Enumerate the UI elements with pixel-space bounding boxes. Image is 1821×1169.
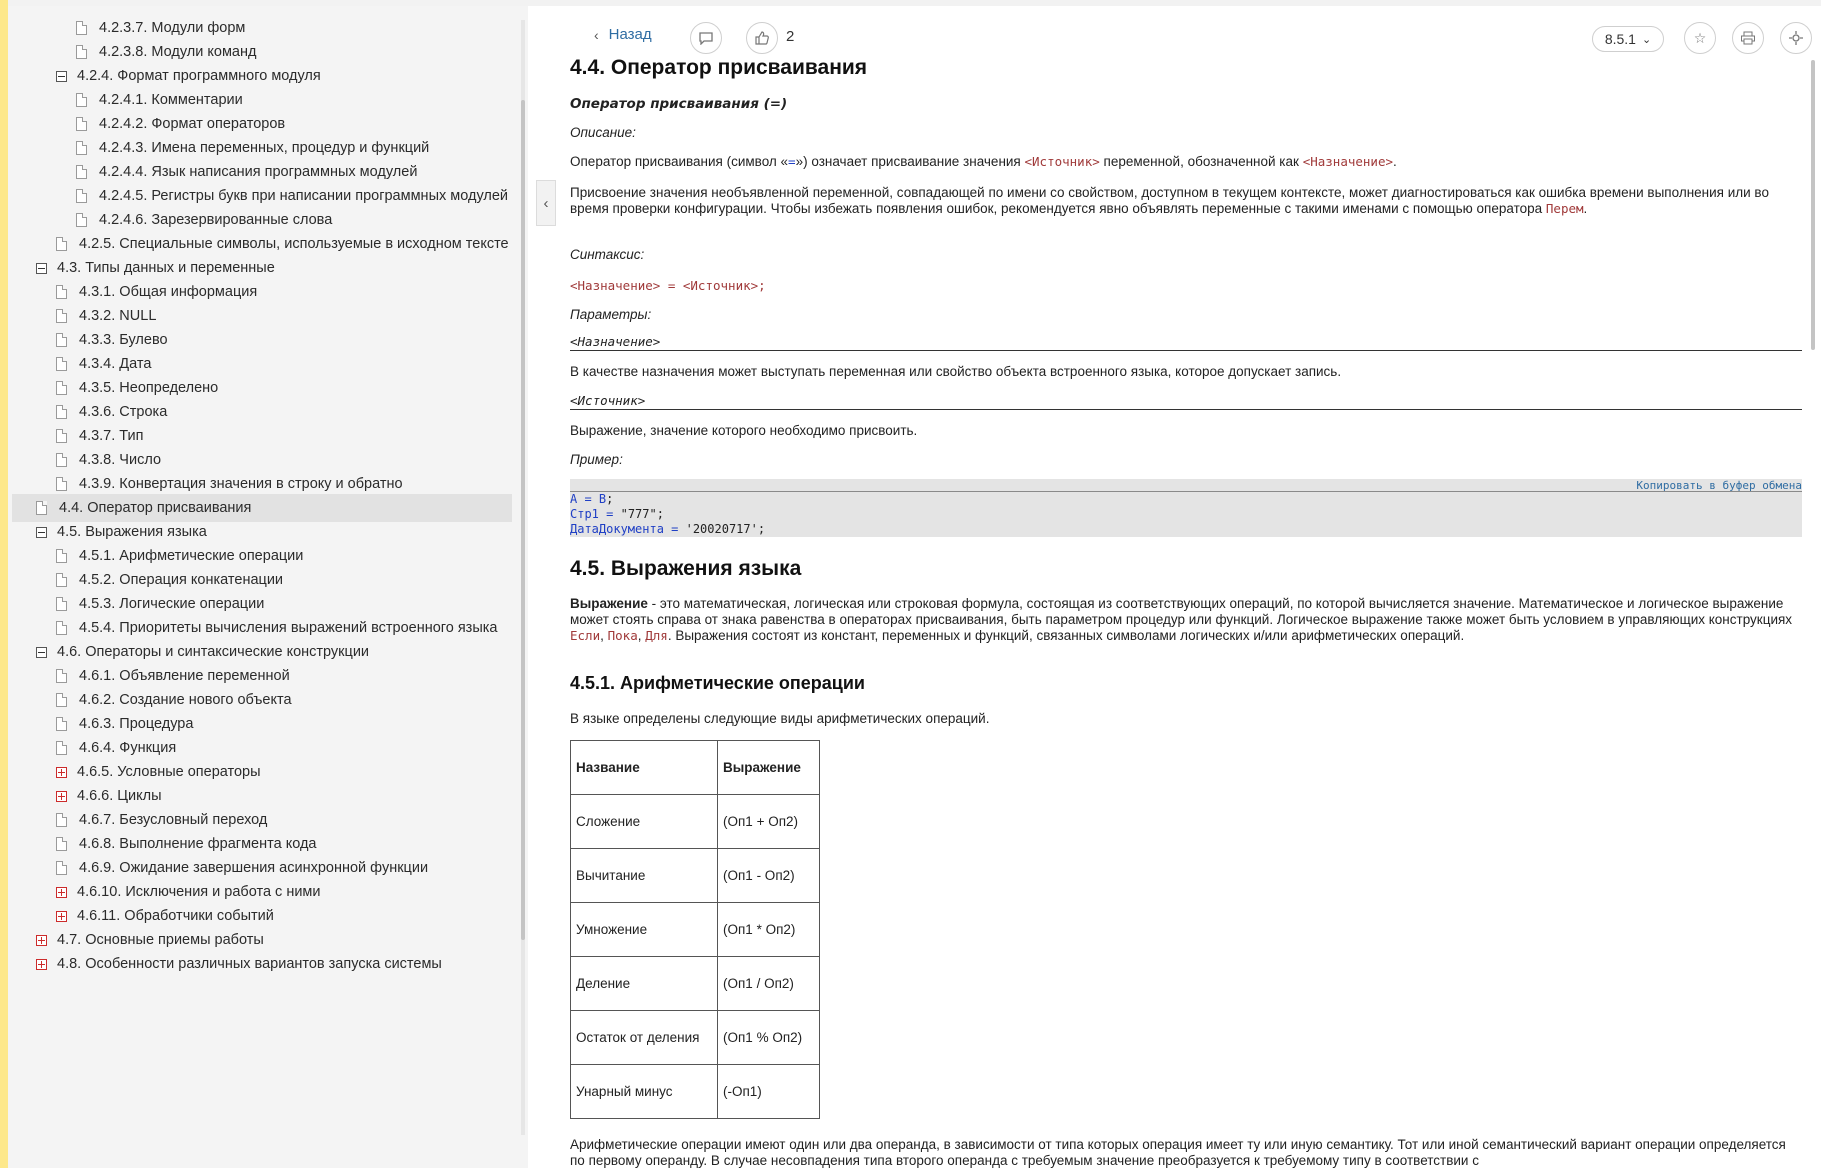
table-cell: (Оп1 / Оп2) [718,957,820,1011]
tree-item-label: 4.3.7. Тип [79,428,144,444]
tree-item-label: 4.6.9. Ожидание завершения асинхронной функции [79,860,429,876]
print-button[interactable] [1732,22,1764,54]
document-icon [56,237,67,251]
arithmetic-ops-table [570,740,820,1119]
settings-button[interactable] [1780,22,1812,54]
collapse-toggle-icon[interactable] [36,263,47,274]
document-icon [56,309,67,323]
document-icon [56,549,67,563]
code-val: "777" [620,507,657,521]
code-op: = [663,522,686,536]
toolbar [562,6,1821,50]
tree-item-label: 4.3.2. NULL [79,308,157,324]
code-var: Стр1 [570,507,599,521]
tree-item-label: 4.8. Особенности различных вариантов запуска системы [57,956,442,972]
code-end: ; [656,507,664,521]
params-label: Параметры: [570,307,652,322]
document-icon [76,45,87,59]
tree-item-label: 4.6.8. Выполнение фрагмента кода [79,836,317,852]
tree-item-label: 4.2.5. Специальные символы, используемые в исходном тексте [79,236,509,252]
document-icon [56,285,67,299]
document-icon [56,357,67,371]
tree-item-label: 4.6. Операторы и синтаксические конструкции [57,644,370,660]
section-4-5-paragraph [570,596,1802,644]
tree-item-label: 4.5. Выражения языка [57,524,207,540]
content-scrollbar-thumb[interactable] [1811,60,1815,350]
desc2-code-perem: Перем [1545,201,1584,216]
term-expression: Выражение [570,596,648,611]
desc2-end: . [1583,201,1588,216]
param-source-desc: Выражение, значение которого необходимо присвоить. [570,423,918,438]
comment-button[interactable] [690,22,722,54]
tree-item-label: 4.2.4.5. Регистры букв при написании программных модулей [99,188,508,204]
tree-item-label: 4.3.1. Общая информация [79,284,258,300]
document-icon [56,477,67,491]
tree-item-label: 4.3.8. Число [79,452,162,468]
desc2-text: Присвоение значения необъявленной переменной, совпадающей по имени со свойством, доступном в текущем контексте, может диагностироваться как ошибка времени выполнения или во время проверки конфигурации. Чтобы избежать появления ошибок, рекомендуется явно объявлять переменные с такими именами с помощью оператора [570,185,1769,216]
document-icon [56,861,67,875]
description-paragraph-2 [570,185,1802,217]
expand-toggle-icon[interactable] [36,935,47,946]
favorite-button[interactable] [1684,22,1716,54]
sidebar-tree [8,6,528,1168]
tree-item-label: 4.6.7. Безусловный переход [79,812,268,828]
table-cell: (Оп1 * Оп2) [718,903,820,957]
collapse-toggle-icon[interactable] [56,71,67,82]
document-icon [56,453,67,467]
expand-toggle-icon[interactable] [56,767,67,778]
code-example-block [570,479,1802,537]
collapse-toggle-icon[interactable] [36,527,47,538]
tree-item-label: 4.3.3. Булево [79,332,168,348]
document-icon [56,717,67,731]
section-4-5-1-footer-paragraph: Арифметические операции имеют один или два операнда, в зависимости от типа которых операция имеет ту или иную семантику. Тот или иной семантический вариант операции определяется по первому операнду. В случае несовпадения типа второго операнда с требуемым значение преобразуется к требуемому типу в соответствии с [570,1137,1786,1168]
document-icon [56,573,67,587]
document-icon [76,213,87,227]
keyword-while[interactable]: Пока [607,628,638,643]
tree-item-label: 4.6.4. Функция [79,740,177,756]
chevron-down-icon: ⌄ [1641,33,1652,46]
document-icon [56,429,67,443]
tree-item-label: 4.2.4.4. Язык написания программных модулей [99,164,418,180]
desc1-code-source: <Источник> [1024,154,1100,169]
tree-item-label: 4.7. Основные приемы работы [57,932,264,948]
favorite-star-icon: ☆ [1693,29,1707,46]
document-icon [56,837,67,851]
tree-item-label: 4.5.3. Логические операции [79,596,265,612]
desc1-end: . [1393,154,1397,169]
document-icon [76,21,87,35]
tree-item-label: 4.5.4. Приоритеты вычисления выражений встроенного языка [79,620,498,636]
table-cell: (Оп1 + Оп2) [718,795,820,849]
desc1-mid1: ») означает присваивание значения [795,154,1025,169]
section-4-5-1-intro: В языке определены следующие виды арифметических операций. [570,711,990,726]
copy-to-clipboard-link[interactable] [570,479,1802,492]
chevron-left-icon: ‹ [594,26,599,43]
syntax-code: <Назначение> = <Источник>; [570,278,766,293]
keyword-for[interactable]: Для [645,628,668,643]
settings-icon [1788,30,1804,46]
document-icon [56,669,67,683]
table-cell: Вычитание [571,849,718,903]
code-end: ; [757,522,766,536]
article-subtitle: Оператор присваивания (=) [570,96,788,112]
keyword-if[interactable]: Если [570,628,601,643]
assign-symbol: = [788,154,796,169]
code-var: ДатаДокумента [570,522,664,536]
table-row [571,1011,820,1065]
tree-item-label: 4.2.4.3. Имена переменных, процедур и функций [99,140,430,156]
sep: , [600,628,608,643]
tree-item-label: 4.3.9. Конвертация значения в строку и обратно [79,476,403,492]
code-line [570,507,1802,522]
document-icon [76,117,87,131]
document-icon [56,597,67,611]
param-source-name: <Источник> [570,393,1802,410]
tree-item-label: 4.3.4. Дата [79,356,152,372]
back-label: Назад [608,26,652,43]
tree-item-label: 4.6.11. Обработчики событий [77,908,274,924]
tree-item-label: 4.6.1. Объявление переменной [79,668,290,684]
document-icon [56,333,67,347]
tree-item-label: 4.3.6. Строка [79,404,168,420]
left-accent-strip [0,0,8,1168]
tree-item[interactable] [12,950,512,978]
table-cell: Умножение [571,903,718,957]
param-target-desc: В качестве назначения может выступать переменная или свойство объекта встроенного языка, которое допускает запись. [570,364,1342,379]
tree-item-label: 4.5.2. Операция конкатенации [79,572,284,588]
tree-item-label: 4.2.4.2. Формат операторов [99,116,286,132]
code-val: В [598,492,607,506]
document-icon [76,189,87,203]
document-icon [56,741,67,755]
param-target-name: <Назначение> [570,334,1802,351]
code-var: А [570,492,578,506]
comment-icon [698,31,714,45]
code-line [570,522,1802,537]
table-cell: (Оп1 % Оп2) [718,1011,820,1065]
document-icon [56,693,67,707]
table-cell: (-Оп1) [718,1065,820,1119]
description-paragraph-1 [570,154,1802,170]
sidebar-scrollbar-thumb[interactable] [521,100,525,940]
back-link[interactable] [594,26,652,43]
code-line [570,492,1802,507]
document-icon [56,813,67,827]
tree-item-label: 4.2.4. Формат программного модуля [77,68,321,84]
document-icon [56,405,67,419]
document-icon [56,621,67,635]
code-op: = [577,492,599,506]
section45-text1: - это математическая, логическая или строковая формула, состоящая из соответствующих операций, по которой вычисляется значение. Математическое и логическое выражение может стоять справа от знака равенства в операторах присваивания, быть параметром процедур или функций. Логическое выражение также может быть условием в управляющих конструкциях [570,596,1793,627]
table-cell: (Оп1 - Оп2) [718,849,820,903]
chevron-left-icon: ‹ [543,194,549,212]
tree-item-label: 4.6.6. Циклы [77,788,162,804]
table-header-row [571,741,820,795]
sidebar-collapse-button[interactable] [536,180,556,226]
version-label: 8.5.1 [1604,31,1636,47]
tree-item-label: 4.6.2. Создание нового объекта [79,692,292,708]
section-title-4-5-1: 4.5.1. Арифметические операции [570,673,865,693]
desc1-mid2: переменной, обозначенной как [1099,154,1303,169]
page-title: 4.4. Оператор присваивания [570,56,868,79]
tree-item-label: 4.6.3. Процедура [79,716,194,732]
tree-item-label: 4.6.5. Условные операторы [77,764,261,780]
version-select[interactable] [1592,26,1664,52]
table-row [571,903,820,957]
tree-item-label: 4.2.4.6. Зарезервированные слова [99,212,333,228]
document-icon [56,381,67,395]
table-row [571,849,820,903]
syntax-label: Синтаксис: [570,247,645,262]
print-icon [1740,31,1756,45]
description-label: Описание: [570,125,636,140]
likes-count: 2 [786,28,795,45]
expand-toggle-icon[interactable] [56,791,67,802]
expand-toggle-icon[interactable] [56,887,67,898]
table-header-cell: Выражение [718,741,820,795]
copy-label: Копировать в буфер обмена [1636,479,1802,492]
code-op: = [598,507,621,521]
table-cell: Деление [571,957,718,1011]
section45-text2: . Выражения состоят из констант, переменных и функций, связанных символами логических и/или арифметических операций. [667,628,1465,643]
tree-item-label: 4.2.3.7. Модули форм [99,20,246,36]
document-icon [76,93,87,107]
table-row [571,1065,820,1119]
desc1-before: Оператор присваивания (символ « [570,154,789,169]
like-button[interactable] [746,22,778,54]
table-cell: Сложение [571,795,718,849]
expand-toggle-icon[interactable] [36,959,47,970]
collapse-toggle-icon[interactable] [36,647,47,658]
desc1-code-target: <Назначение> [1302,154,1393,169]
table-cell: Унарный минус [571,1065,718,1119]
tree-item-label: 4.3. Типы данных и переменные [57,260,275,276]
code-end: ; [606,492,614,506]
tree-item-label: 4.2.4.1. Комментарии [99,92,243,108]
document-icon [36,501,47,515]
tree-item-label: 4.5.1. Арифметические операции [79,548,304,564]
sep: , [637,628,646,643]
like-icon [754,30,770,46]
document-icon [76,165,87,179]
tree-item-label: 4.4. Оператор присваивания [59,500,252,516]
table-row [571,957,820,1011]
table-header-cell: Название [571,741,718,795]
table-row [571,795,820,849]
expand-toggle-icon[interactable] [56,911,67,922]
section-title-4-5: 4.5. Выражения языка [570,557,802,580]
tree-item-label: 4.6.10. Исключения и работа с ними [77,884,321,900]
example-label: Пример: [570,452,623,467]
code-val: '20020717' [685,522,758,536]
tree-item-label: 4.3.5. Неопределено [79,380,219,396]
document-icon [76,141,87,155]
table-cell: Остаток от деления [571,1011,718,1065]
tree-item-label: 4.2.3.8. Модули команд [99,44,257,60]
